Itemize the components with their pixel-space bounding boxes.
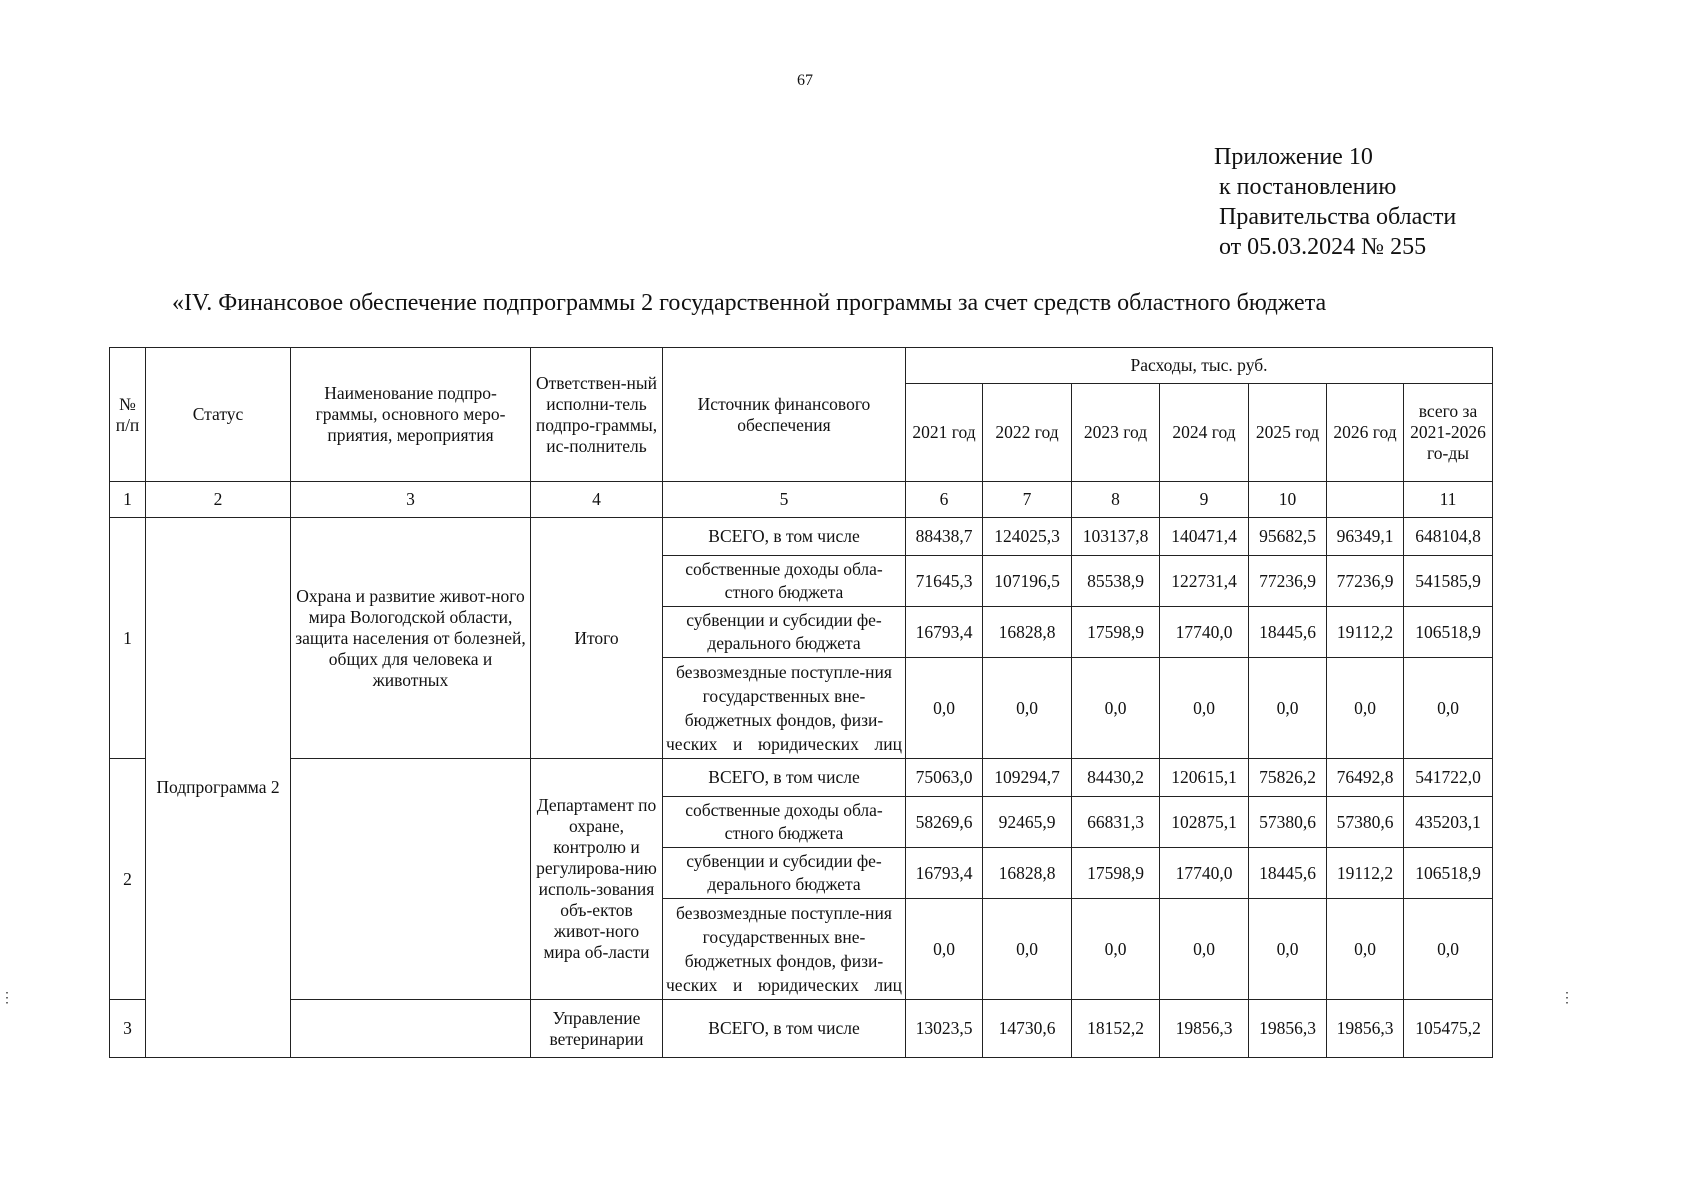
header-expenses: Расходы, тыс. руб. bbox=[906, 348, 1493, 384]
value-cell: 19856,3 bbox=[1249, 1000, 1327, 1058]
value-cell: 18445,6 bbox=[1249, 848, 1327, 899]
value-cell: 16828,8 bbox=[983, 848, 1072, 899]
appendix-line-1: Приложение 10 bbox=[1214, 144, 1373, 170]
value-cell: 19112,2 bbox=[1327, 607, 1404, 658]
value-cell: 13023,5 bbox=[906, 1000, 983, 1058]
value-cell: 92465,9 bbox=[983, 797, 1072, 848]
appendix-line-3: Правительства области bbox=[1219, 204, 1457, 230]
value-cell: 0,0 bbox=[1404, 658, 1493, 759]
appendix-line-4: от 05.03.2024 № 255 bbox=[1219, 234, 1427, 260]
value-cell: 14730,6 bbox=[983, 1000, 1072, 1058]
source-cell: ВСЕГО, в том числе bbox=[663, 518, 906, 556]
name-cell bbox=[291, 1000, 531, 1058]
document-title: «IV. Финансовое обеспечение подпрограммы 2 государственной программы за счет средств областного бюджета bbox=[172, 290, 1327, 316]
source-cell: безвозмездные поступле-ния государственных вне-бюджетных фондов, физи-ческих и юридических лиц bbox=[663, 658, 906, 759]
col-number: 11 bbox=[1404, 482, 1493, 518]
finance-table bbox=[109, 347, 1493, 1058]
col-number: 6 bbox=[906, 482, 983, 518]
col-number: 10 bbox=[1249, 482, 1327, 518]
value-cell: 88438,7 bbox=[906, 518, 983, 556]
value-cell: 71645,3 bbox=[906, 556, 983, 607]
value-cell: 124025,3 bbox=[983, 518, 1072, 556]
value-cell: 16793,4 bbox=[906, 607, 983, 658]
page-number: 67 bbox=[797, 72, 813, 89]
value-cell: 75826,2 bbox=[1249, 759, 1327, 797]
value-cell: 95682,5 bbox=[1249, 518, 1327, 556]
column-number-row bbox=[110, 482, 1493, 518]
source-cell: собственные доходы обла-стного бюджета bbox=[663, 797, 906, 848]
value-cell: 105475,2 bbox=[1404, 1000, 1493, 1058]
header-row-1 bbox=[110, 348, 1493, 384]
source-cell: ВСЕГО, в том числе bbox=[663, 1000, 906, 1058]
header-2024: 2024 год bbox=[1160, 384, 1249, 482]
value-cell: 77236,9 bbox=[1327, 556, 1404, 607]
value-cell: 648104,8 bbox=[1404, 518, 1493, 556]
header-2022: 2022 год bbox=[983, 384, 1072, 482]
value-cell: 435203,1 bbox=[1404, 797, 1493, 848]
appendix-line-2: к постановлению bbox=[1219, 174, 1397, 200]
scan-margin-mark: ⋮ bbox=[0, 991, 14, 1006]
executor-cell: Итого bbox=[531, 518, 663, 759]
value-cell: 17598,9 bbox=[1072, 848, 1160, 899]
header-executor: Ответствен-ный исполни-тель подпро-граммы, ис-полнитель bbox=[531, 348, 663, 482]
source-cell: ВСЕГО, в том числе bbox=[663, 759, 906, 797]
value-cell: 0,0 bbox=[1072, 658, 1160, 759]
col-number bbox=[1327, 482, 1404, 518]
executor-cell: Управление ветеринарии bbox=[531, 1000, 663, 1058]
value-cell: 0,0 bbox=[983, 658, 1072, 759]
appendix-block bbox=[1214, 142, 1456, 262]
col-number: 1 bbox=[110, 482, 146, 518]
value-cell: 18445,6 bbox=[1249, 607, 1327, 658]
table-row bbox=[110, 1000, 1493, 1058]
value-cell: 17598,9 bbox=[1072, 607, 1160, 658]
value-cell: 16793,4 bbox=[906, 848, 983, 899]
value-cell: 85538,9 bbox=[1072, 556, 1160, 607]
header-source: Источник финансового обеспечения bbox=[663, 348, 906, 482]
value-cell: 0,0 bbox=[1072, 899, 1160, 1000]
value-cell: 140471,4 bbox=[1160, 518, 1249, 556]
source-cell: безвозмездные поступле-ния государственных вне-бюджетных фондов, физи-ческих и юридических лиц bbox=[663, 899, 906, 1000]
value-cell: 18152,2 bbox=[1072, 1000, 1160, 1058]
value-cell: 120615,1 bbox=[1160, 759, 1249, 797]
col-number: 9 bbox=[1160, 482, 1249, 518]
col-number: 3 bbox=[291, 482, 531, 518]
source-cell: субвенции и субсидии фе-дерального бюджета bbox=[663, 848, 906, 899]
value-cell: 66831,3 bbox=[1072, 797, 1160, 848]
header-2025: 2025 год bbox=[1249, 384, 1327, 482]
header-num: № п/п bbox=[110, 348, 146, 482]
value-cell: 0,0 bbox=[1160, 899, 1249, 1000]
value-cell: 57380,6 bbox=[1249, 797, 1327, 848]
value-cell: 19856,3 bbox=[1160, 1000, 1249, 1058]
value-cell: 77236,9 bbox=[1249, 556, 1327, 607]
value-cell: 106518,9 bbox=[1404, 607, 1493, 658]
source-cell: собственные доходы обла-стного бюджета bbox=[663, 556, 906, 607]
value-cell: 57380,6 bbox=[1327, 797, 1404, 848]
header-2026: 2026 год bbox=[1327, 384, 1404, 482]
name-cell bbox=[291, 759, 531, 1000]
table-row bbox=[110, 759, 1493, 797]
name-cell: Охрана и развитие живот-ного мира Вологодской области, защита населения от болезней, общих для человека и животных bbox=[291, 518, 531, 759]
value-cell: 0,0 bbox=[1327, 658, 1404, 759]
value-cell: 19856,3 bbox=[1327, 1000, 1404, 1058]
row-number: 1 bbox=[110, 518, 146, 759]
header-total: всего за 2021-2026 го-ды bbox=[1404, 384, 1493, 482]
col-number: 8 bbox=[1072, 482, 1160, 518]
col-number: 7 bbox=[983, 482, 1072, 518]
value-cell: 0,0 bbox=[1249, 658, 1327, 759]
scan-margin-mark: ⋮ bbox=[1560, 991, 1574, 1006]
value-cell: 76492,8 bbox=[1327, 759, 1404, 797]
row-number: 3 bbox=[110, 1000, 146, 1058]
value-cell: 103137,8 bbox=[1072, 518, 1160, 556]
col-number: 5 bbox=[663, 482, 906, 518]
value-cell: 84430,2 bbox=[1072, 759, 1160, 797]
value-cell: 541722,0 bbox=[1404, 759, 1493, 797]
value-cell: 0,0 bbox=[1160, 658, 1249, 759]
value-cell: 122731,4 bbox=[1160, 556, 1249, 607]
value-cell: 17740,0 bbox=[1160, 607, 1249, 658]
col-number: 2 bbox=[146, 482, 291, 518]
value-cell: 0,0 bbox=[906, 899, 983, 1000]
header-name: Наименование подпро-граммы, основного меро-приятия, мероприятия bbox=[291, 348, 531, 482]
value-cell: 0,0 bbox=[906, 658, 983, 759]
value-cell: 0,0 bbox=[1249, 899, 1327, 1000]
value-cell: 0,0 bbox=[1404, 899, 1493, 1000]
value-cell: 109294,7 bbox=[983, 759, 1072, 797]
value-cell: 19112,2 bbox=[1327, 848, 1404, 899]
header-2023: 2023 год bbox=[1072, 384, 1160, 482]
value-cell: 58269,6 bbox=[906, 797, 983, 848]
value-cell: 0,0 bbox=[1327, 899, 1404, 1000]
value-cell: 107196,5 bbox=[983, 556, 1072, 607]
row-number: 2 bbox=[110, 759, 146, 1000]
header-status: Статус bbox=[146, 348, 291, 482]
header-2021: 2021 год bbox=[906, 384, 983, 482]
value-cell: 106518,9 bbox=[1404, 848, 1493, 899]
source-cell: субвенции и субсидии фе-дерального бюджета bbox=[663, 607, 906, 658]
value-cell: 96349,1 bbox=[1327, 518, 1404, 556]
value-cell: 16828,8 bbox=[983, 607, 1072, 658]
status-cell: Подпрограмма 2 bbox=[146, 518, 291, 1058]
col-number: 4 bbox=[531, 482, 663, 518]
executor-cell: Департамент по охране, контролю и регулирова-нию исполь-зования объ-ектов живот-ного мира об-ласти bbox=[531, 759, 663, 1000]
value-cell: 102875,1 bbox=[1160, 797, 1249, 848]
value-cell: 0,0 bbox=[983, 899, 1072, 1000]
value-cell: 541585,9 bbox=[1404, 556, 1493, 607]
table-row bbox=[110, 518, 1493, 556]
value-cell: 17740,0 bbox=[1160, 848, 1249, 899]
value-cell: 75063,0 bbox=[906, 759, 983, 797]
